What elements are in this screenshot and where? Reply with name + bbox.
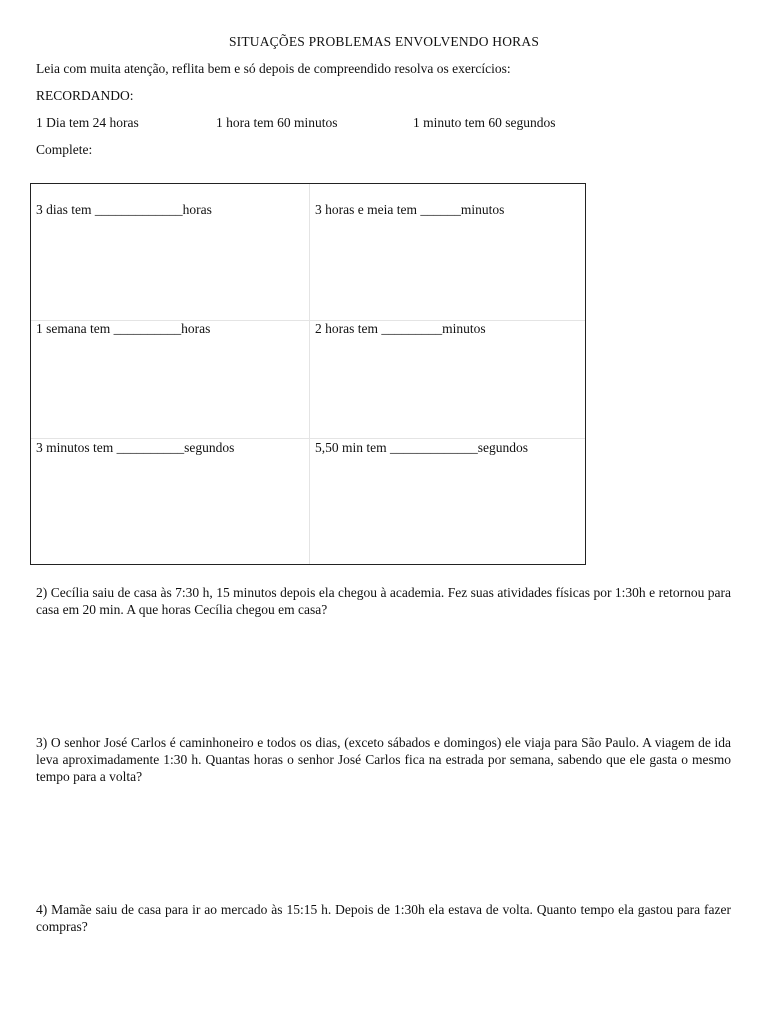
grid-divider-vertical (309, 184, 310, 564)
exercise-hours-to-minutes: 3 horas e meia tem ______minutos (315, 202, 505, 217)
exercise-grid (30, 183, 586, 565)
problem-3: 3) O senhor José Carlos é caminhoneiro e todos os dias, (exceto sábados e domingos) ele viaja para São Paulo. A viagem de ida leva aproximadamente 1:30 h. Quantas horas o senhor José Carlos fica na estrada por semana, sabendo que ele gasta o mesmo tempo para a volta? (36, 735, 731, 784)
instruction-text: Leia com muita atenção, reflita bem e só depois de compreendido resolva os exercícios: (36, 61, 511, 76)
exercise-week-to-hours: 1 semana tem __________horas (36, 321, 211, 336)
problem-4: 4) Mamãe saiu de casa para ir ao mercado às 15:15 h. Depois de 1:30h ela estava de volta. Quanto tempo ela gastou para fazer compras? (36, 902, 731, 934)
exercise-decimal-minutes-to-seconds: 5,50 min tem _____________segundos (315, 440, 528, 455)
recall-heading: RECORDANDO: (36, 88, 134, 103)
fact-day-hours: 1 Dia tem 24 horas (36, 115, 139, 130)
exercise-days-to-hours: 3 dias tem _____________horas (36, 202, 212, 217)
grid-divider-horizontal (31, 438, 585, 439)
exercise-minutes-to-seconds: 3 minutos tem __________segundos (36, 440, 235, 455)
page-title: SITUAÇÕES PROBLEMAS ENVOLVENDO HORAS (228, 34, 540, 49)
fact-minute-seconds: 1 minuto tem 60 segundos (413, 115, 556, 130)
exercise-two-hours-to-minutes: 2 horas tem _________minutos (315, 321, 486, 336)
complete-label: Complete: (36, 142, 93, 157)
problem-2: 2) Cecília saiu de casa às 7:30 h, 15 minutos depois ela chegou à academia. Fez suas atividades físicas por 1:30h e retornou para casa em 20 min. A que horas Cecília chegou em casa? (36, 585, 731, 617)
fact-hour-minutes: 1 hora tem 60 minutos (216, 115, 338, 130)
